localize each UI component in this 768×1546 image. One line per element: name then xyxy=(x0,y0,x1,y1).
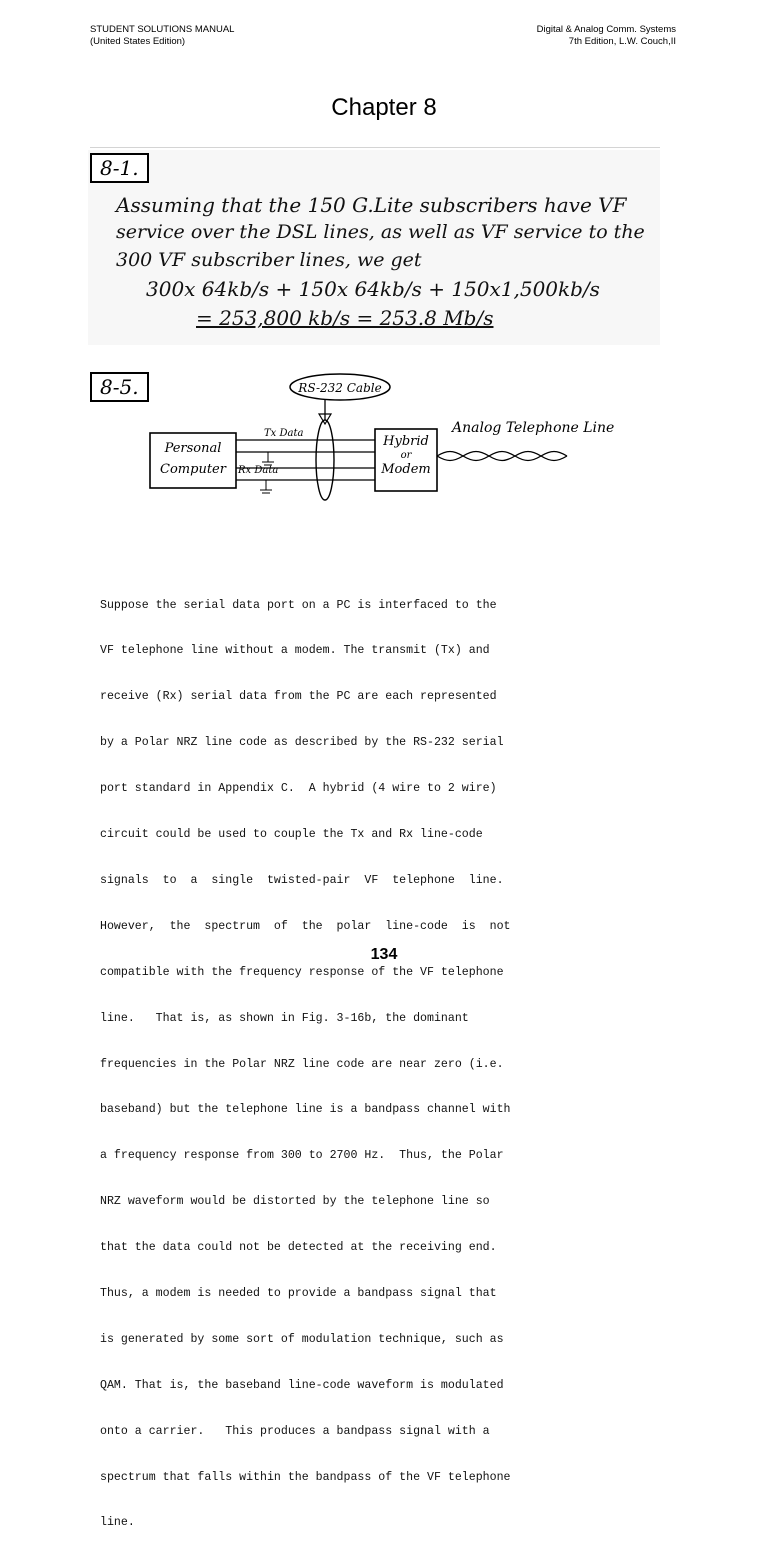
edition-note: (United States Edition) xyxy=(90,36,186,47)
paragraph-line: spectrum that falls within the bandpass of the VF telephone xyxy=(100,1470,511,1484)
paragraph-line: line. xyxy=(100,1516,135,1530)
paragraph-line: NRZ waveform would be distorted by the telephone line so xyxy=(100,1195,490,1209)
problem-8-5-explanation xyxy=(100,567,566,1546)
modem-label-line-3: Modem xyxy=(381,462,431,477)
problem-8-1-line-2: service over the DSL lines, as well as VF service to the xyxy=(116,221,645,243)
paragraph-line: circuit could be used to couple the Tx and Rx line-code xyxy=(100,828,483,842)
problem-8-1-line-3: 300 VF subscriber lines, we get xyxy=(116,249,422,271)
manual-title: STUDENT SOLUTIONS MANUAL xyxy=(90,24,235,35)
book-title: Digital & Analog Comm. Systems xyxy=(536,24,676,35)
problem-8-5-label: 8-5. xyxy=(90,372,149,402)
rs232-modem-diagram xyxy=(130,370,620,520)
paragraph-line: However, the spectrum of the polar line-code is not xyxy=(100,919,511,933)
running-header-right xyxy=(537,24,676,48)
paragraph-line: compatible with the frequency response of the VF telephone xyxy=(100,965,504,979)
modem-label-line-2: or xyxy=(400,450,412,461)
header-divider xyxy=(90,147,660,148)
computer-label-line-1: Personal xyxy=(164,441,222,456)
problem-8-1-line-1: Assuming that the 150 G.Lite subscribers have VF xyxy=(116,193,627,217)
paragraph-line: a frequency response from 300 to 2700 Hz. Thus, the Polar xyxy=(100,1149,504,1163)
modem-label-line-1: Hybrid xyxy=(383,434,429,449)
computer-label-line-2: Computer xyxy=(160,462,226,477)
paragraph-line: signals to a single twisted-pair VF telephone line. xyxy=(100,873,504,887)
problem-8-1-label: 8-1. xyxy=(90,153,149,183)
running-header-left xyxy=(90,24,234,48)
paragraph-line: Suppose the serial data port on a PC is interfaced to the xyxy=(100,598,497,612)
paragraph-line: QAM. That is, the baseband line-code waveform is modulated xyxy=(100,1378,504,1392)
paragraph-line: line. That is, as shown in Fig. 3-16b, the dominant xyxy=(100,1011,469,1025)
problem-8-1-equation: 300x 64kb/s + 150x 64kb/s + 150x1,500kb/s xyxy=(146,277,600,301)
paragraph-line: is generated by some sort of modulation technique, such as xyxy=(100,1332,504,1346)
tx-label: Tx Data xyxy=(264,428,304,439)
paragraph-line: VF telephone line without a modem. The transmit (Tx) and xyxy=(100,644,490,658)
paragraph-line: Thus, a modem is needed to provide a bandpass signal that xyxy=(100,1286,497,1300)
paragraph-line: port standard in Appendix C. A hybrid (4 wire to 2 wire) xyxy=(100,782,497,796)
chapter-title: Chapter 8 xyxy=(331,94,437,121)
paragraph-line: baseband) but the telephone line is a bandpass channel with xyxy=(100,1103,511,1117)
book-edition: 7th Edition, L.W. Couch,II xyxy=(568,36,676,47)
paragraph-line: frequencies in the Polar NRZ line code are near zero (i.e. xyxy=(100,1057,504,1071)
problem-8-1-result: = 253,800 kb/s = 253.8 Mb/s xyxy=(196,306,494,330)
telephone-line-label: Analog Telephone Line xyxy=(452,420,615,436)
rx-label: Rx Data xyxy=(238,465,279,476)
paragraph-line: by a Polar NRZ line code as described by the RS-232 serial xyxy=(100,736,504,750)
page-number: 134 xyxy=(370,946,398,963)
paragraph-line: onto a carrier. This produces a bandpass signal with a xyxy=(100,1424,490,1438)
cable-bundle-ellipse xyxy=(316,420,334,500)
paragraph-line: receive (Rx) serial data from the PC are each represented xyxy=(100,690,497,704)
cable-label: RS-232 Cable xyxy=(298,381,382,395)
paragraph-line: that the data could not be detected at the receiving end. xyxy=(100,1241,497,1255)
